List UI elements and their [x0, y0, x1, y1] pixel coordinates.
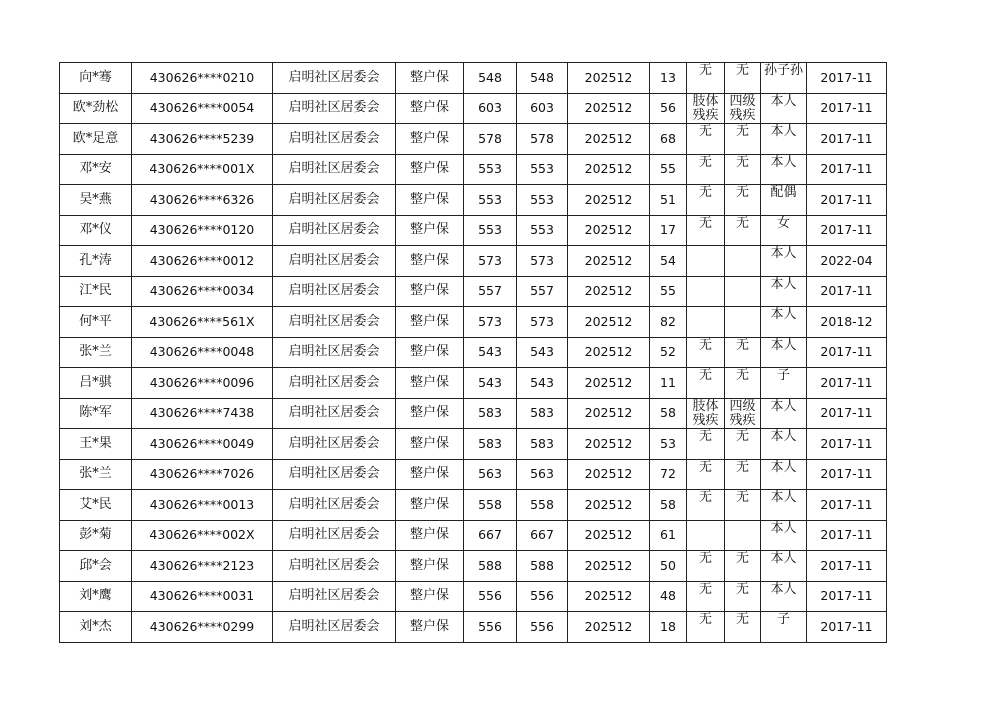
- amount-cell: 603: [464, 93, 517, 124]
- period-cell: 202512: [568, 337, 650, 368]
- date-cell: 2017-11: [807, 551, 887, 582]
- assistance-type-cell: 整户保: [396, 551, 464, 582]
- relation-cell: 本人: [761, 429, 807, 460]
- relation-cell: 本人: [761, 307, 807, 338]
- community-cell: 启明社区居委会: [273, 551, 396, 582]
- date-cell: 2017-11: [807, 185, 887, 216]
- id-number-cell: 430626****0013: [132, 490, 273, 521]
- name-cell: 艾*民: [60, 490, 132, 521]
- community-cell: 启明社区居委会: [273, 63, 396, 94]
- assistance-type-cell: 整户保: [396, 429, 464, 460]
- amount-cell: 556: [517, 581, 568, 612]
- community-cell: 启明社区居委会: [273, 520, 396, 551]
- assistance-type-cell: 整户保: [396, 93, 464, 124]
- id-number-cell: 430626****0012: [132, 246, 273, 277]
- amount-cell: 553: [464, 185, 517, 216]
- disability-type-cell: [687, 307, 725, 338]
- assistance-type-cell: 整户保: [396, 581, 464, 612]
- disability-type-cell: 无: [687, 581, 725, 612]
- amount-cell: 588: [464, 551, 517, 582]
- disability-type-cell: 无: [687, 124, 725, 155]
- assistance-type-cell: 整户保: [396, 63, 464, 94]
- id-number-cell: 430626****002X: [132, 520, 273, 551]
- table-row: [60, 612, 887, 643]
- amount-cell: 667: [517, 520, 568, 551]
- period-cell: 202512: [568, 368, 650, 399]
- date-cell: 2017-11: [807, 337, 887, 368]
- name-cell: 邓*安: [60, 154, 132, 185]
- assistance-type-cell: 整户保: [396, 307, 464, 338]
- date-cell: 2017-11: [807, 429, 887, 460]
- id-number-cell: 430626****7026: [132, 459, 273, 490]
- amount-cell: 543: [517, 337, 568, 368]
- disability-level-cell: [725, 276, 761, 307]
- amount-cell: 573: [517, 307, 568, 338]
- disability-type-cell: 无: [687, 551, 725, 582]
- age-cell: 72: [650, 459, 687, 490]
- age-cell: 56: [650, 93, 687, 124]
- community-cell: 启明社区居委会: [273, 368, 396, 399]
- disability-type-cell: 无: [687, 63, 725, 94]
- age-cell: 68: [650, 124, 687, 155]
- disability-level-cell: [725, 246, 761, 277]
- table-row: [60, 459, 887, 490]
- age-cell: 53: [650, 429, 687, 460]
- period-cell: 202512: [568, 307, 650, 338]
- amount-cell: 583: [517, 429, 568, 460]
- period-cell: 202512: [568, 490, 650, 521]
- period-cell: 202512: [568, 276, 650, 307]
- disability-type-cell: [687, 246, 725, 277]
- age-cell: 52: [650, 337, 687, 368]
- table-row: [60, 276, 887, 307]
- date-cell: 2017-11: [807, 581, 887, 612]
- disability-type-cell: [687, 276, 725, 307]
- disability-level-cell: 无: [725, 337, 761, 368]
- id-number-cell: 430626****2123: [132, 551, 273, 582]
- community-cell: 启明社区居委会: [273, 398, 396, 429]
- assistance-type-cell: 整户保: [396, 185, 464, 216]
- date-cell: 2017-11: [807, 612, 887, 643]
- assistance-type-cell: 整户保: [396, 124, 464, 155]
- relation-cell: 本人: [761, 581, 807, 612]
- relation-cell: 配偶: [761, 185, 807, 216]
- amount-cell: 583: [517, 398, 568, 429]
- amount-cell: 556: [464, 581, 517, 612]
- name-cell: 彭*菊: [60, 520, 132, 551]
- table-row: [60, 429, 887, 460]
- id-number-cell: 430626****561X: [132, 307, 273, 338]
- amount-cell: 553: [464, 154, 517, 185]
- period-cell: 202512: [568, 154, 650, 185]
- disability-level-cell: 无: [725, 551, 761, 582]
- disability-level-cell: 四级残疾: [725, 398, 761, 429]
- period-cell: 202512: [568, 124, 650, 155]
- community-cell: 启明社区居委会: [273, 612, 396, 643]
- id-number-cell: 430626****5239: [132, 124, 273, 155]
- date-cell: 2017-11: [807, 276, 887, 307]
- community-cell: 启明社区居委会: [273, 307, 396, 338]
- date-cell: 2017-11: [807, 154, 887, 185]
- amount-cell: 583: [464, 429, 517, 460]
- relation-cell: 本人: [761, 490, 807, 521]
- amount-cell: 667: [464, 520, 517, 551]
- community-cell: 启明社区居委会: [273, 154, 396, 185]
- name-cell: 何*平: [60, 307, 132, 338]
- age-cell: 13: [650, 63, 687, 94]
- disability-level-cell: 无: [725, 459, 761, 490]
- table-row: [60, 63, 887, 94]
- disability-level-cell: 无: [725, 124, 761, 155]
- amount-cell: 583: [464, 398, 517, 429]
- table-row: [60, 124, 887, 155]
- assistance-type-cell: 整户保: [396, 398, 464, 429]
- id-number-cell: 430626****0048: [132, 337, 273, 368]
- disability-type-cell: 肢体残疾: [687, 398, 725, 429]
- table-row: [60, 581, 887, 612]
- date-cell: 2022-04: [807, 246, 887, 277]
- disability-type-cell: 无: [687, 337, 725, 368]
- disability-level-cell: 四级残疾: [725, 93, 761, 124]
- period-cell: 202512: [568, 459, 650, 490]
- amount-cell: 573: [464, 307, 517, 338]
- amount-cell: 578: [517, 124, 568, 155]
- community-cell: 启明社区居委会: [273, 246, 396, 277]
- period-cell: 202512: [568, 93, 650, 124]
- date-cell: 2017-11: [807, 215, 887, 246]
- amount-cell: 573: [464, 246, 517, 277]
- amount-cell: 548: [464, 63, 517, 94]
- id-number-cell: 430626****0054: [132, 93, 273, 124]
- table-row: [60, 490, 887, 521]
- age-cell: 58: [650, 490, 687, 521]
- amount-cell: 558: [464, 490, 517, 521]
- amount-cell: 558: [517, 490, 568, 521]
- amount-cell: 578: [464, 124, 517, 155]
- name-cell: 吕*骐: [60, 368, 132, 399]
- name-cell: 陈*军: [60, 398, 132, 429]
- table-row: [60, 520, 887, 551]
- assistance-type-cell: 整户保: [396, 520, 464, 551]
- amount-cell: 553: [464, 215, 517, 246]
- age-cell: 54: [650, 246, 687, 277]
- id-number-cell: 430626****0210: [132, 63, 273, 94]
- age-cell: 58: [650, 398, 687, 429]
- relation-cell: 本人: [761, 520, 807, 551]
- disability-type-cell: [687, 520, 725, 551]
- name-cell: 张*兰: [60, 459, 132, 490]
- table-row: [60, 154, 887, 185]
- amount-cell: 557: [517, 276, 568, 307]
- disability-level-cell: [725, 520, 761, 551]
- age-cell: 50: [650, 551, 687, 582]
- age-cell: 55: [650, 276, 687, 307]
- assistance-type-cell: 整户保: [396, 276, 464, 307]
- relation-cell: 孙子孙: [761, 63, 807, 94]
- period-cell: 202512: [568, 398, 650, 429]
- name-cell: 刘*杰: [60, 612, 132, 643]
- disability-type-cell: 无: [687, 612, 725, 643]
- community-cell: 启明社区居委会: [273, 124, 396, 155]
- amount-cell: 553: [517, 215, 568, 246]
- id-number-cell: 430626****001X: [132, 154, 273, 185]
- name-cell: 向*骞: [60, 63, 132, 94]
- relation-cell: 子: [761, 612, 807, 643]
- relation-cell: 本人: [761, 246, 807, 277]
- disability-level-cell: 无: [725, 368, 761, 399]
- id-number-cell: 430626****0096: [132, 368, 273, 399]
- name-cell: 王*果: [60, 429, 132, 460]
- disability-level-cell: 无: [725, 185, 761, 216]
- name-cell: 吴*燕: [60, 185, 132, 216]
- amount-cell: 603: [517, 93, 568, 124]
- community-cell: 启明社区居委会: [273, 185, 396, 216]
- community-cell: 启明社区居委会: [273, 93, 396, 124]
- date-cell: 2017-11: [807, 398, 887, 429]
- age-cell: 82: [650, 307, 687, 338]
- period-cell: 202512: [568, 63, 650, 94]
- relation-cell: 本人: [761, 93, 807, 124]
- amount-cell: 543: [464, 368, 517, 399]
- table-row: [60, 93, 887, 124]
- assistance-type-cell: 整户保: [396, 215, 464, 246]
- age-cell: 61: [650, 520, 687, 551]
- date-cell: 2017-11: [807, 490, 887, 521]
- amount-cell: 553: [517, 154, 568, 185]
- relation-cell: 女: [761, 215, 807, 246]
- community-cell: 启明社区居委会: [273, 490, 396, 521]
- disability-level-cell: 无: [725, 612, 761, 643]
- name-cell: 江*民: [60, 276, 132, 307]
- period-cell: 202512: [568, 551, 650, 582]
- id-number-cell: 430626****0034: [132, 276, 273, 307]
- id-number-cell: 430626****6326: [132, 185, 273, 216]
- table-body: [60, 63, 887, 643]
- disability-level-cell: 无: [725, 490, 761, 521]
- assistance-type-cell: 整户保: [396, 612, 464, 643]
- table-row: [60, 246, 887, 277]
- disability-level-cell: 无: [725, 154, 761, 185]
- disability-level-cell: 无: [725, 581, 761, 612]
- date-cell: 2017-11: [807, 124, 887, 155]
- id-number-cell: 430626****0299: [132, 612, 273, 643]
- table-row: [60, 368, 887, 399]
- date-cell: 2018-12: [807, 307, 887, 338]
- assistance-type-cell: 整户保: [396, 490, 464, 521]
- name-cell: 张*兰: [60, 337, 132, 368]
- relation-cell: 本人: [761, 124, 807, 155]
- amount-cell: 556: [517, 612, 568, 643]
- name-cell: 刘*鹰: [60, 581, 132, 612]
- name-cell: 邱*会: [60, 551, 132, 582]
- disability-type-cell: 无: [687, 490, 725, 521]
- disability-type-cell: 无: [687, 429, 725, 460]
- age-cell: 55: [650, 154, 687, 185]
- table-row: [60, 185, 887, 216]
- age-cell: 51: [650, 185, 687, 216]
- date-cell: 2017-11: [807, 93, 887, 124]
- id-number-cell: 430626****0120: [132, 215, 273, 246]
- id-number-cell: 430626****7438: [132, 398, 273, 429]
- amount-cell: 588: [517, 551, 568, 582]
- amount-cell: 563: [464, 459, 517, 490]
- name-cell: 邓*仪: [60, 215, 132, 246]
- period-cell: 202512: [568, 215, 650, 246]
- period-cell: 202512: [568, 581, 650, 612]
- period-cell: 202512: [568, 520, 650, 551]
- disability-type-cell: 肢体残疾: [687, 93, 725, 124]
- disability-type-cell: 无: [687, 368, 725, 399]
- disability-level-cell: 无: [725, 429, 761, 460]
- age-cell: 11: [650, 368, 687, 399]
- amount-cell: 548: [517, 63, 568, 94]
- disability-type-cell: 无: [687, 154, 725, 185]
- community-cell: 启明社区居委会: [273, 581, 396, 612]
- period-cell: 202512: [568, 612, 650, 643]
- age-cell: 48: [650, 581, 687, 612]
- name-cell: 欧*劲松: [60, 93, 132, 124]
- relation-cell: 本人: [761, 154, 807, 185]
- date-cell: 2017-11: [807, 63, 887, 94]
- table-row: [60, 337, 887, 368]
- amount-cell: 557: [464, 276, 517, 307]
- assistance-type-cell: 整户保: [396, 459, 464, 490]
- date-cell: 2017-11: [807, 520, 887, 551]
- community-cell: 启明社区居委会: [273, 215, 396, 246]
- community-cell: 启明社区居委会: [273, 459, 396, 490]
- community-cell: 启明社区居委会: [273, 429, 396, 460]
- table-row: [60, 398, 887, 429]
- disability-level-cell: [725, 307, 761, 338]
- disability-level-cell: 无: [725, 63, 761, 94]
- relation-cell: 子: [761, 368, 807, 399]
- id-number-cell: 430626****0049: [132, 429, 273, 460]
- assistance-type-cell: 整户保: [396, 246, 464, 277]
- name-cell: 孔*涛: [60, 246, 132, 277]
- disability-level-cell: 无: [725, 215, 761, 246]
- assistance-type-cell: 整户保: [396, 154, 464, 185]
- name-cell: 欧*足意: [60, 124, 132, 155]
- community-cell: 启明社区居委会: [273, 276, 396, 307]
- table-row: [60, 307, 887, 338]
- assistance-type-cell: 整户保: [396, 368, 464, 399]
- amount-cell: 543: [464, 337, 517, 368]
- amount-cell: 543: [517, 368, 568, 399]
- id-number-cell: 430626****0031: [132, 581, 273, 612]
- relation-cell: 本人: [761, 551, 807, 582]
- amount-cell: 563: [517, 459, 568, 490]
- amount-cell: 556: [464, 612, 517, 643]
- relation-cell: 本人: [761, 276, 807, 307]
- relation-cell: 本人: [761, 398, 807, 429]
- age-cell: 18: [650, 612, 687, 643]
- disability-type-cell: 无: [687, 459, 725, 490]
- table-row: [60, 551, 887, 582]
- period-cell: 202512: [568, 185, 650, 216]
- table-row: [60, 215, 887, 246]
- record-table: [59, 62, 887, 643]
- relation-cell: 本人: [761, 459, 807, 490]
- date-cell: 2017-11: [807, 368, 887, 399]
- amount-cell: 553: [517, 185, 568, 216]
- relation-cell: 本人: [761, 337, 807, 368]
- community-cell: 启明社区居委会: [273, 337, 396, 368]
- period-cell: 202512: [568, 429, 650, 460]
- period-cell: 202512: [568, 246, 650, 277]
- assistance-type-cell: 整户保: [396, 337, 464, 368]
- amount-cell: 573: [517, 246, 568, 277]
- disability-type-cell: 无: [687, 215, 725, 246]
- disability-type-cell: 无: [687, 185, 725, 216]
- age-cell: 17: [650, 215, 687, 246]
- date-cell: 2017-11: [807, 459, 887, 490]
